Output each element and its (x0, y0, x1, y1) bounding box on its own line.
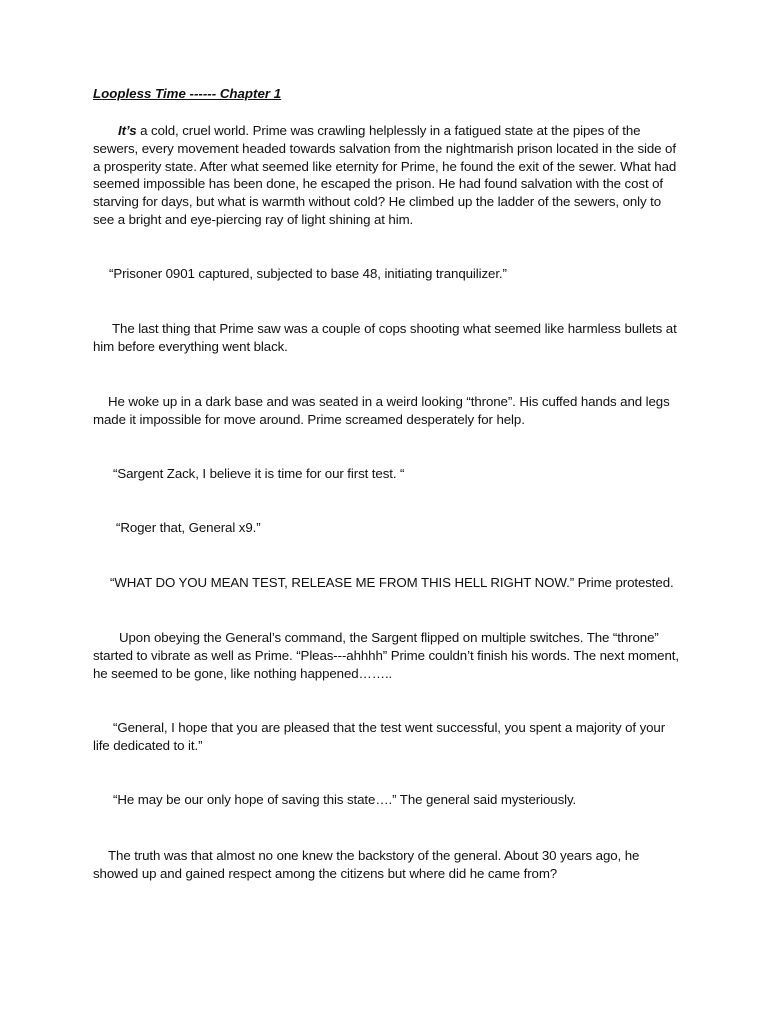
paragraph-2 (93, 265, 681, 283)
paragraph-10 (93, 791, 681, 809)
paragraph-1-lead: It’s (118, 123, 137, 138)
paragraph-8 (93, 629, 681, 682)
paragraph-9 (93, 719, 681, 755)
paragraph-5-text: “Sargent Zack, I believe it is time for our first test. “ (113, 466, 405, 481)
paragraph-1 (93, 122, 681, 229)
paragraph-4 (93, 393, 681, 429)
paragraph-5 (93, 465, 681, 483)
paragraph-1-text: a cold, cruel world. Prime was crawling helplessly in a fatigued state at the pipes of the sewers, every movement headed towards salvation from the nightmarish prison located in the side of a prosperity state. After what seemed like eternity for Prime, he found the exit of the sewer. What had seemed impossible has been done, he escaped the prison. He had found salvation with the cost of starving for days, but what is warmth without cold? He climbed up the ladder of the sewers, only to see a bright and eye-piercing ray of light shining at him. (93, 123, 677, 227)
paragraph-7-text: “WHAT DO YOU MEAN TEST, RELEASE ME FROM THIS HELL RIGHT NOW.” Prime protested. (110, 575, 674, 590)
paragraph-11-text: The truth was that almost no one knew the backstory of the general. About 30 years ago, he showed up and gained respect among the citizens but where did he came from? (93, 848, 640, 881)
paragraph-11 (93, 847, 681, 883)
paragraph-7 (93, 574, 681, 592)
paragraph-3 (93, 320, 681, 356)
paragraph-8-text: Upon obeying the General’s command, the Sargent flipped on multiple switches. The “throne” started to vibrate as well as Prime. “Pleas---ahhhh” Prime couldn’t finish his words. The next moment, he seemed to be gone, like nothing happened…….. (93, 630, 679, 681)
paragraph-6 (93, 519, 681, 537)
paragraph-3-text: The last thing that Prime saw was a couple of cops shooting what seemed like harmless bullets at him before everything went black. (93, 321, 677, 354)
chapter-title: Loopless Time ------ Chapter 1 (93, 86, 282, 101)
paragraph-4-text: He woke up in a dark base and was seated in a weird looking “throne”. His cuffed hands and legs made it impossible for move around. Prime screamed desperately for help. (93, 394, 670, 427)
paragraph-10-text: “He may be our only hope of saving this state….” The general said mysteriously. (113, 792, 577, 807)
paragraph-9-text: “General, I hope that you are pleased that the test went successful, you spent a majority of your life dedicated to it.” (93, 720, 666, 753)
paragraph-2-text: “Prisoner 0901 captured, subjected to base 48, initiating tranquilizer.” (109, 266, 507, 281)
paragraph-6-text: “Roger that, General x9.” (116, 520, 261, 535)
